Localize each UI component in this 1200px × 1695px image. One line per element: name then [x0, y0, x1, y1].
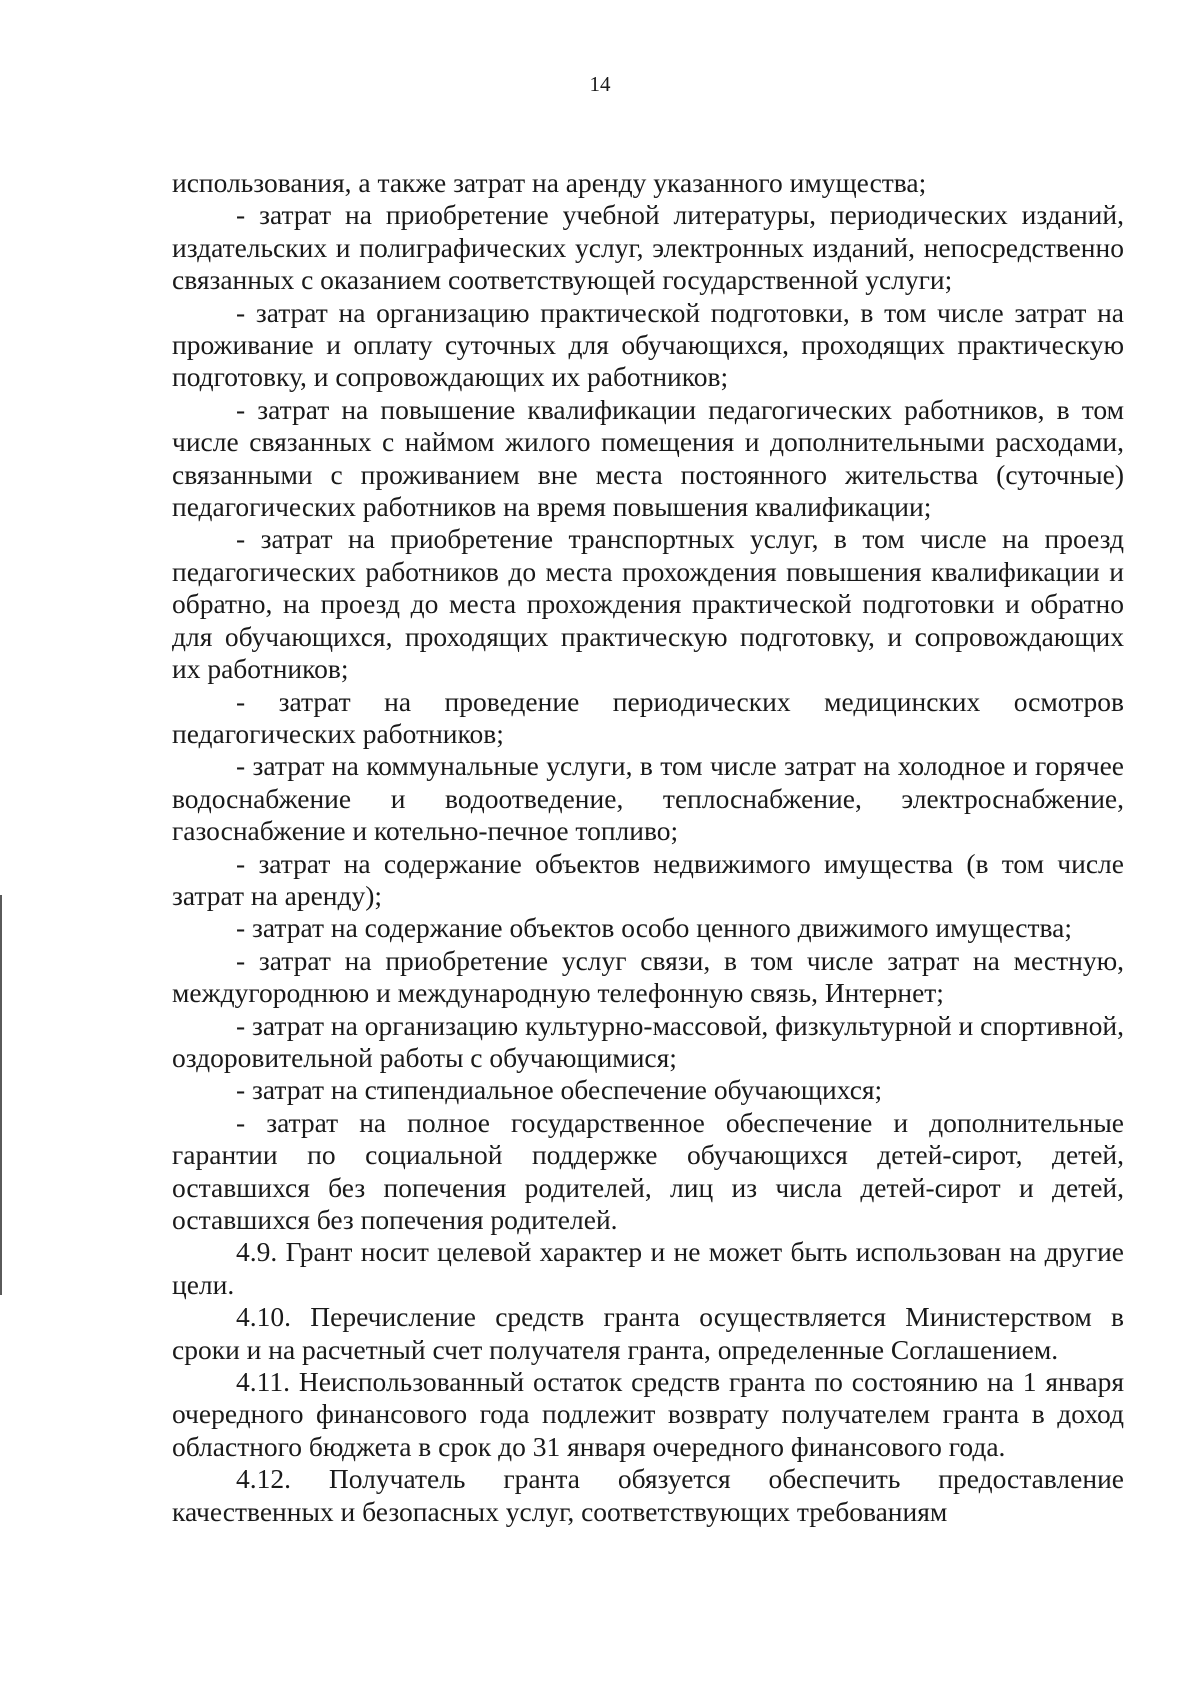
paragraph-qualification-upgrade: - затрат на повышение квалификации педагогических работников, в том числе связанных с наймом жилого помещения и дополнительными расходами, связанными с проживанием вне места постоянного жительства (суточные) педагогических работников на время повышения квалификации; — [172, 393, 1124, 523]
paragraph-real-estate-maintenance: - затрат на содержание объектов недвижимого имущества (в том числе затрат на аренду); — [172, 847, 1124, 911]
paragraph-movable-property: - затрат на содержание объектов особо ценного движимого имущества; — [236, 912, 1072, 944]
scan-binding-edge — [0, 895, 2, 1295]
paragraph-medical-examinations: - затрат на проведение периодических медицинских осмотров педагогических работников; — [172, 685, 1124, 749]
paragraph-practical-training: - затрат на организацию практической подготовки, в том числе затрат на проживание и оплату суточных для обучающихся, проходящих практическую подготовку, и сопровождающих их работников; — [172, 296, 1124, 393]
clause-4-9: 4.9. Грант носит целевой характер и не может быть использован на другие цели. — [172, 1236, 1124, 1300]
paragraph-orphans-support: - затрат на полное государственное обеспечение и дополнительные гарантии по социальной поддержке обучающихся детей-сирот, детей, оставшихся без попечения родителей, лиц из числа детей-сирот и детей, оставшихся без попечения родителей. — [172, 1106, 1124, 1235]
paragraph-continuation: использования, а также затрат на аренду указанного имущества; — [172, 167, 927, 198]
page-number: 14 — [589, 72, 611, 96]
paragraph-scholarships: - затрат на стипендиальное обеспечение обучающихся; — [236, 1074, 883, 1106]
clause-4-12: 4.12. Получатель гранта обязуется обеспечить предоставление качественных и безопасных услуг, соответствующих требованиям — [172, 1463, 1124, 1527]
paragraph-educational-literature: - затрат на приобретение учебной литературы, периодических изданий, издательских и полиграфических услуг, электронных изданий, непосредственно связанных с оказанием соответствующей государственной услуги; — [172, 199, 1124, 296]
paragraph-communication-services: - затрат на приобретение услуг связи, в том числе затрат на местную, междугороднюю и международную телефонную связь, Интернет; — [172, 944, 1124, 1009]
document-body — [172, 167, 1124, 1528]
clause-4-11: 4.11. Неиспользованный остаток средств гранта по состоянию на 1 января очередного финансового года подлежит возврату получателем гранта в доход областного бюджета в срок до 31 января очередного финансового года. — [172, 1366, 1124, 1462]
paragraph-utilities: - затрат на коммунальные услуги, в том числе затрат на холодное и горячее водоснабжение и водоотведение, теплоснабжение, электроснабжение, газоснабжение и котельно-печное топливо; — [172, 750, 1124, 847]
paragraph-cultural-sports: - затрат на организацию культурно-массовой, физкультурной и спортивной, оздоровительной работы с обучающимися; — [172, 1009, 1124, 1073]
paragraph-transport-services: - затрат на приобретение транспортных услуг, в том числе на проезд педагогических работников до места прохождения повышения квалификации и обратно, на проезд до места прохождения практической подготовки и обратно для обучающихся, проходящих практическую подготовку, и сопровождающих их работников; — [172, 523, 1124, 685]
clause-4-10: 4.10. Перечисление средств гранта осуществляется Министерством в сроки и на расчетный счет получателя гранта, определенные Соглашением. — [172, 1301, 1124, 1365]
